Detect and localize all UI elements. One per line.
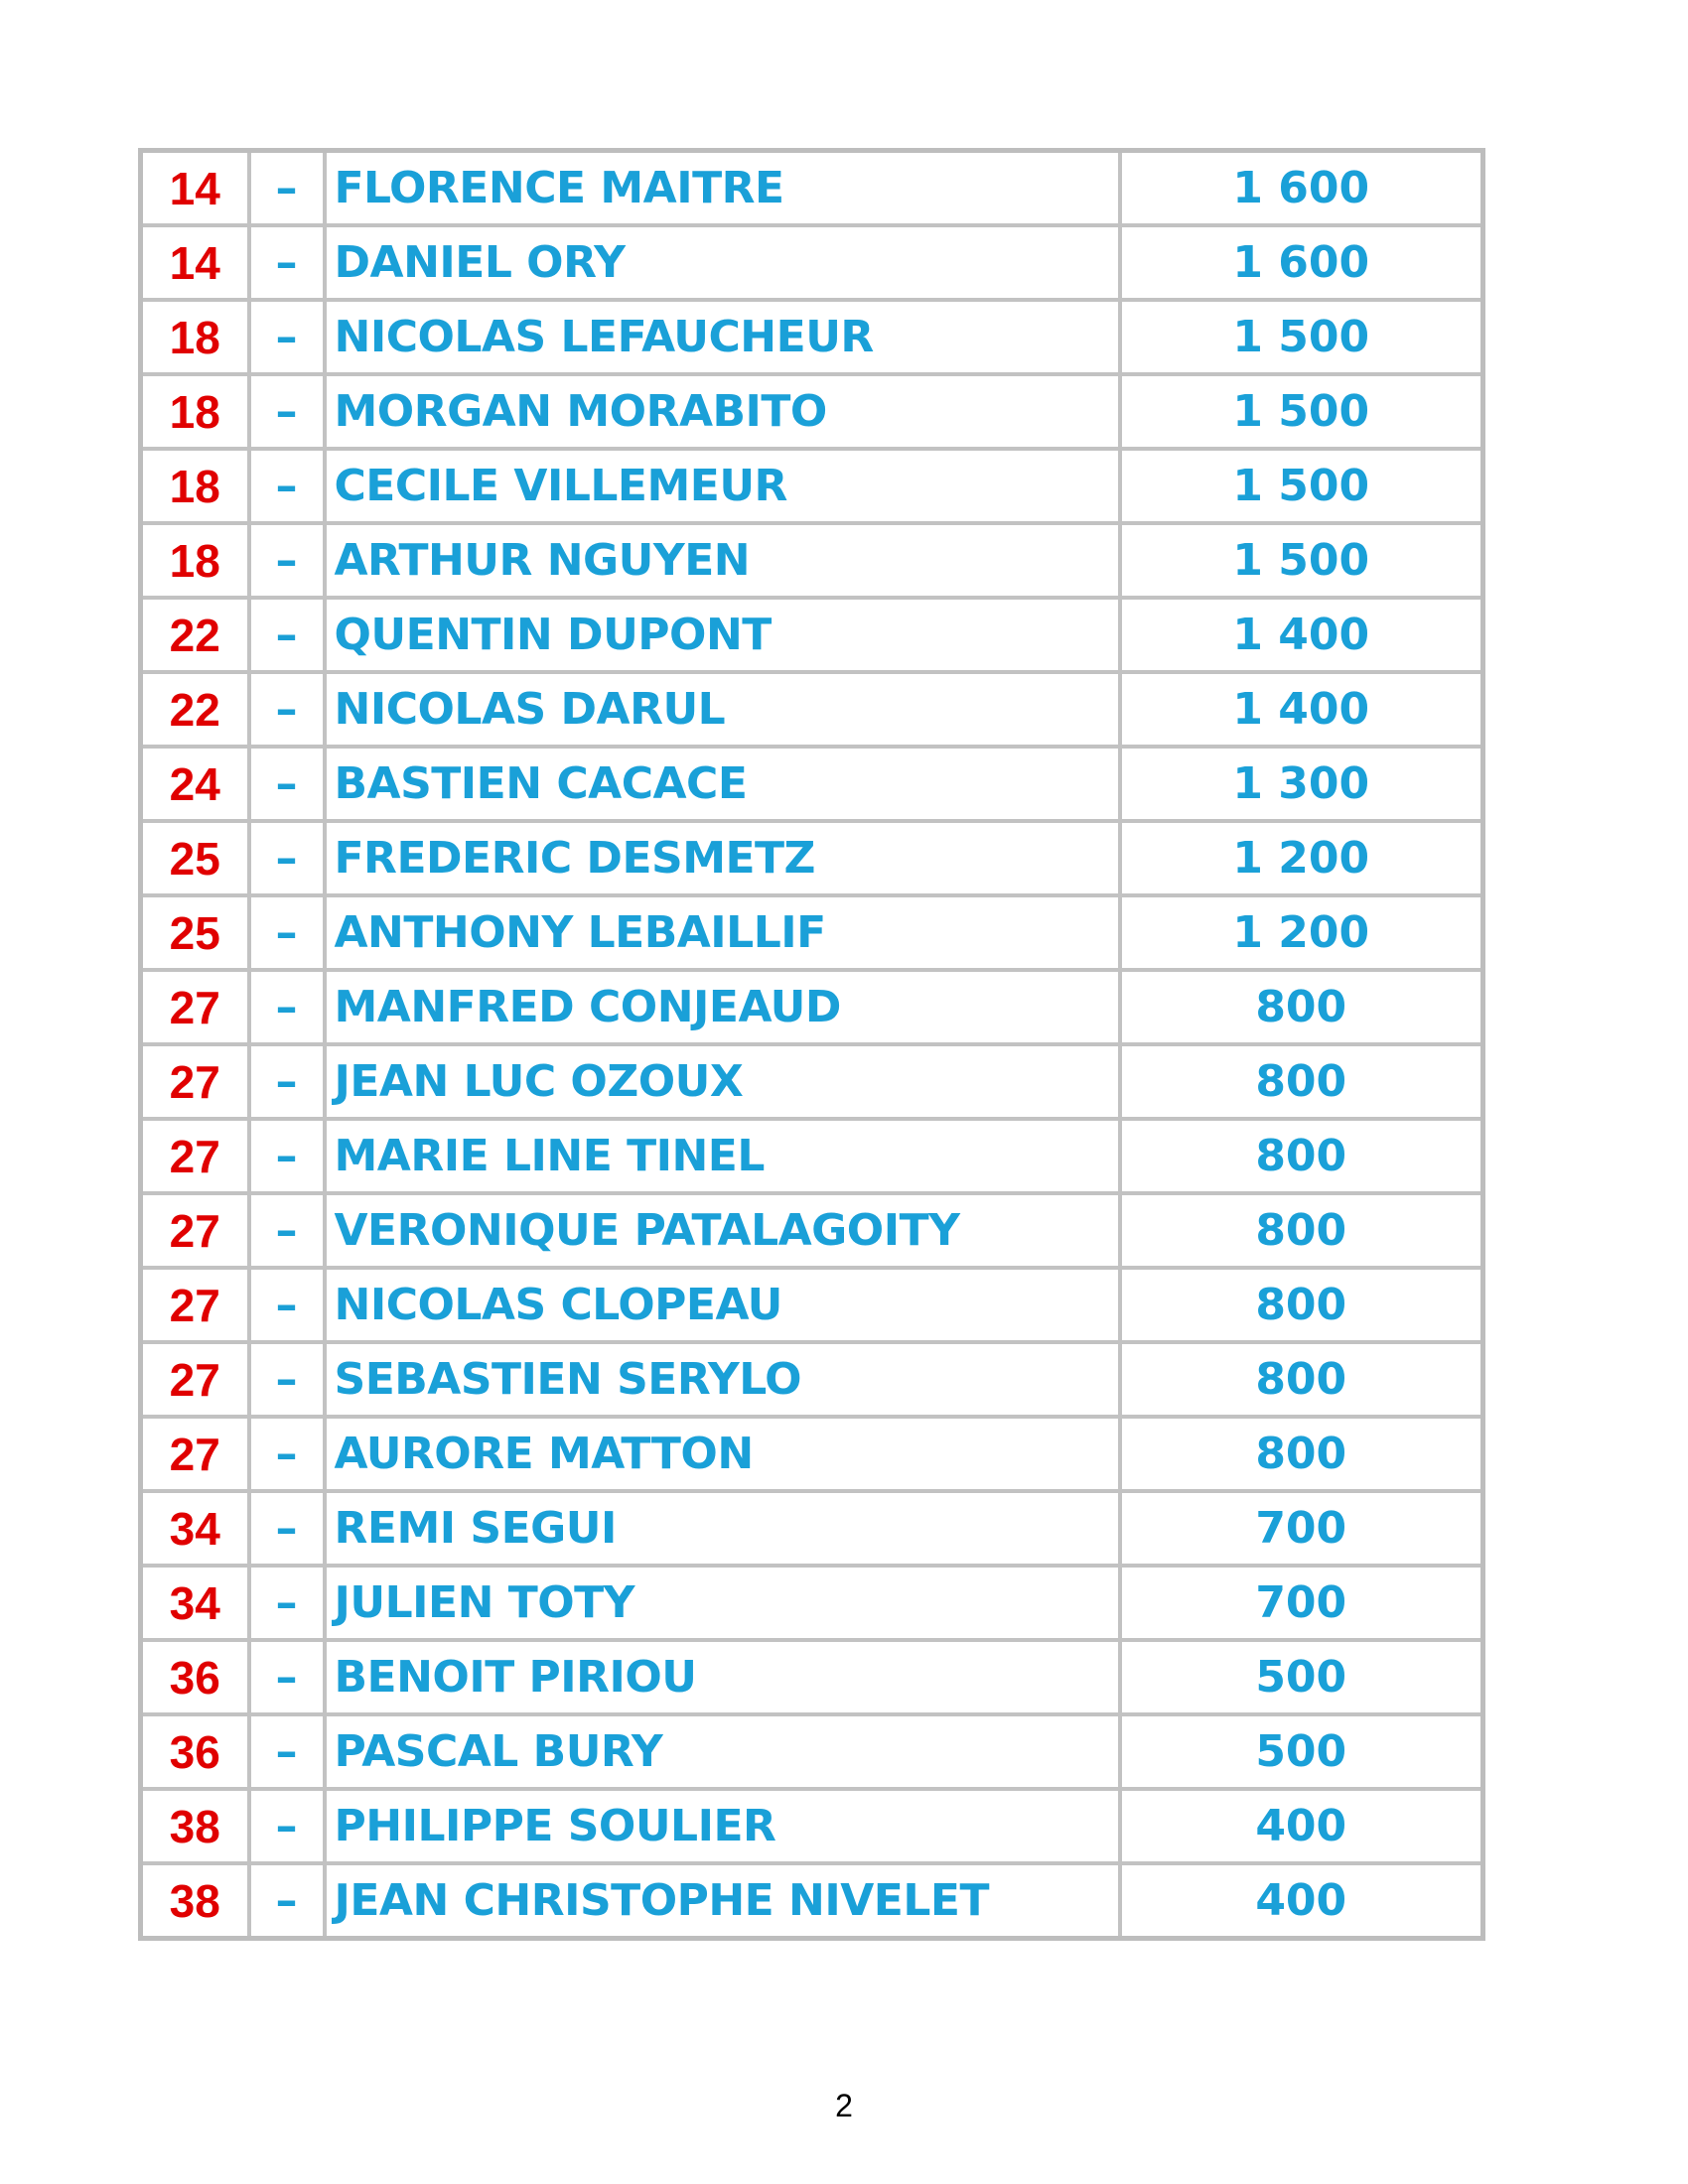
points-cell: 500 xyxy=(1120,1640,1483,1714)
points-cell: 800 xyxy=(1120,1044,1483,1119)
points-cell: 1 400 xyxy=(1120,598,1483,672)
points-cell: 700 xyxy=(1120,1566,1483,1640)
name-cell: FLORENCE MAITRE xyxy=(325,151,1120,226)
dash-cell: – xyxy=(249,225,325,300)
dash-cell: – xyxy=(249,374,325,449)
rank-cell: 27 xyxy=(141,1193,249,1268)
name-cell: FREDERIC DESMETZ xyxy=(325,821,1120,895)
dash-cell: – xyxy=(249,1342,325,1417)
dash-cell: – xyxy=(249,1491,325,1566)
dash-cell: – xyxy=(249,598,325,672)
rank-cell: 27 xyxy=(141,1119,249,1193)
table-row xyxy=(141,970,1483,1044)
rank-cell: 18 xyxy=(141,523,249,598)
name-cell: JULIEN TOTY xyxy=(325,1566,1120,1640)
results-table xyxy=(138,148,1485,1941)
points-cell: 1 500 xyxy=(1120,523,1483,598)
rank-cell: 24 xyxy=(141,747,249,821)
dash-cell: – xyxy=(249,672,325,747)
name-cell: NICOLAS DARUL xyxy=(325,672,1120,747)
rank-cell: 22 xyxy=(141,672,249,747)
name-cell: MARIE LINE TINEL xyxy=(325,1119,1120,1193)
points-cell: 800 xyxy=(1120,1268,1483,1342)
points-cell: 400 xyxy=(1120,1863,1483,1939)
name-cell: CECILE VILLEMEUR xyxy=(325,449,1120,523)
table-row xyxy=(141,1342,1483,1417)
dash-cell: – xyxy=(249,1640,325,1714)
name-cell: BASTIEN CACACE xyxy=(325,747,1120,821)
name-cell: JEAN CHRISTOPHE NIVELET xyxy=(325,1863,1120,1939)
points-cell: 1 500 xyxy=(1120,374,1483,449)
dash-cell: – xyxy=(249,523,325,598)
points-cell: 400 xyxy=(1120,1789,1483,1863)
dash-cell: – xyxy=(249,1714,325,1789)
dash-cell: – xyxy=(249,1268,325,1342)
table-row xyxy=(141,1863,1483,1939)
points-cell: 1 600 xyxy=(1120,151,1483,226)
rank-cell: 18 xyxy=(141,300,249,374)
table-row xyxy=(141,1640,1483,1714)
table-row xyxy=(141,895,1483,970)
rank-cell: 22 xyxy=(141,598,249,672)
name-cell: ANTHONY LEBAILLIF xyxy=(325,895,1120,970)
name-cell: PHILIPPE SOULIER xyxy=(325,1789,1120,1863)
table-row xyxy=(141,672,1483,747)
rank-cell: 34 xyxy=(141,1491,249,1566)
name-cell: ARTHUR NGUYEN xyxy=(325,523,1120,598)
rank-cell: 27 xyxy=(141,970,249,1044)
table-row xyxy=(141,747,1483,821)
name-cell: MANFRED CONJEAUD xyxy=(325,970,1120,1044)
dash-cell: – xyxy=(249,1789,325,1863)
name-cell: DANIEL ORY xyxy=(325,225,1120,300)
table-row xyxy=(141,821,1483,895)
table-row xyxy=(141,1193,1483,1268)
points-cell: 1 500 xyxy=(1120,449,1483,523)
points-cell: 700 xyxy=(1120,1491,1483,1566)
rank-cell: 14 xyxy=(141,225,249,300)
name-cell: NICOLAS LEFAUCHEUR xyxy=(325,300,1120,374)
name-cell: QUENTIN DUPONT xyxy=(325,598,1120,672)
points-cell: 800 xyxy=(1120,970,1483,1044)
dash-cell: – xyxy=(249,1566,325,1640)
rank-cell: 27 xyxy=(141,1417,249,1491)
rank-cell: 36 xyxy=(141,1714,249,1789)
rank-cell: 25 xyxy=(141,821,249,895)
dash-cell: – xyxy=(249,747,325,821)
rank-cell: 34 xyxy=(141,1566,249,1640)
dash-cell: – xyxy=(249,821,325,895)
table-row xyxy=(141,1491,1483,1566)
points-cell: 800 xyxy=(1120,1342,1483,1417)
page-number: 2 xyxy=(835,2088,853,2123)
table-row xyxy=(141,374,1483,449)
dash-cell: – xyxy=(249,300,325,374)
table-row xyxy=(141,1566,1483,1640)
dash-cell: – xyxy=(249,1193,325,1268)
table-row xyxy=(141,151,1483,226)
table-body xyxy=(141,151,1483,1939)
table-row xyxy=(141,300,1483,374)
rank-cell: 27 xyxy=(141,1268,249,1342)
dash-cell: – xyxy=(249,1863,325,1939)
points-cell: 800 xyxy=(1120,1119,1483,1193)
table-row xyxy=(141,225,1483,300)
rank-cell: 38 xyxy=(141,1789,249,1863)
dash-cell: – xyxy=(249,449,325,523)
points-cell: 800 xyxy=(1120,1417,1483,1491)
rank-cell: 25 xyxy=(141,895,249,970)
dash-cell: – xyxy=(249,895,325,970)
rank-cell: 27 xyxy=(141,1044,249,1119)
name-cell: REMI SEGUI xyxy=(325,1491,1120,1566)
rank-cell: 38 xyxy=(141,1863,249,1939)
table-row xyxy=(141,1789,1483,1863)
points-cell: 1 200 xyxy=(1120,821,1483,895)
table-row xyxy=(141,598,1483,672)
name-cell: PASCAL BURY xyxy=(325,1714,1120,1789)
dash-cell: – xyxy=(249,151,325,226)
name-cell: BENOIT PIRIOU xyxy=(325,1640,1120,1714)
points-cell: 800 xyxy=(1120,1193,1483,1268)
points-cell: 1 300 xyxy=(1120,747,1483,821)
points-cell: 1 600 xyxy=(1120,225,1483,300)
rank-cell: 18 xyxy=(141,449,249,523)
name-cell: MORGAN MORABITO xyxy=(325,374,1120,449)
rank-cell: 27 xyxy=(141,1342,249,1417)
rank-cell: 36 xyxy=(141,1640,249,1714)
points-cell: 1 200 xyxy=(1120,895,1483,970)
name-cell: NICOLAS CLOPEAU xyxy=(325,1268,1120,1342)
dash-cell: – xyxy=(249,1417,325,1491)
dash-cell: – xyxy=(249,970,325,1044)
table-row xyxy=(141,1417,1483,1491)
name-cell: JEAN LUC OZOUX xyxy=(325,1044,1120,1119)
table-row xyxy=(141,523,1483,598)
table-row xyxy=(141,1268,1483,1342)
dash-cell: – xyxy=(249,1044,325,1119)
name-cell: SEBASTIEN SERYLO xyxy=(325,1342,1120,1417)
points-cell: 1 400 xyxy=(1120,672,1483,747)
name-cell: AURORE MATTON xyxy=(325,1417,1120,1491)
table-row xyxy=(141,1714,1483,1789)
table-row xyxy=(141,1044,1483,1119)
points-cell: 500 xyxy=(1120,1714,1483,1789)
table-row xyxy=(141,1119,1483,1193)
dash-cell: – xyxy=(249,1119,325,1193)
table-row xyxy=(141,449,1483,523)
rank-cell: 14 xyxy=(141,151,249,226)
name-cell: VERONIQUE PATALAGOITY xyxy=(325,1193,1120,1268)
points-cell: 1 500 xyxy=(1120,300,1483,374)
rank-cell: 18 xyxy=(141,374,249,449)
